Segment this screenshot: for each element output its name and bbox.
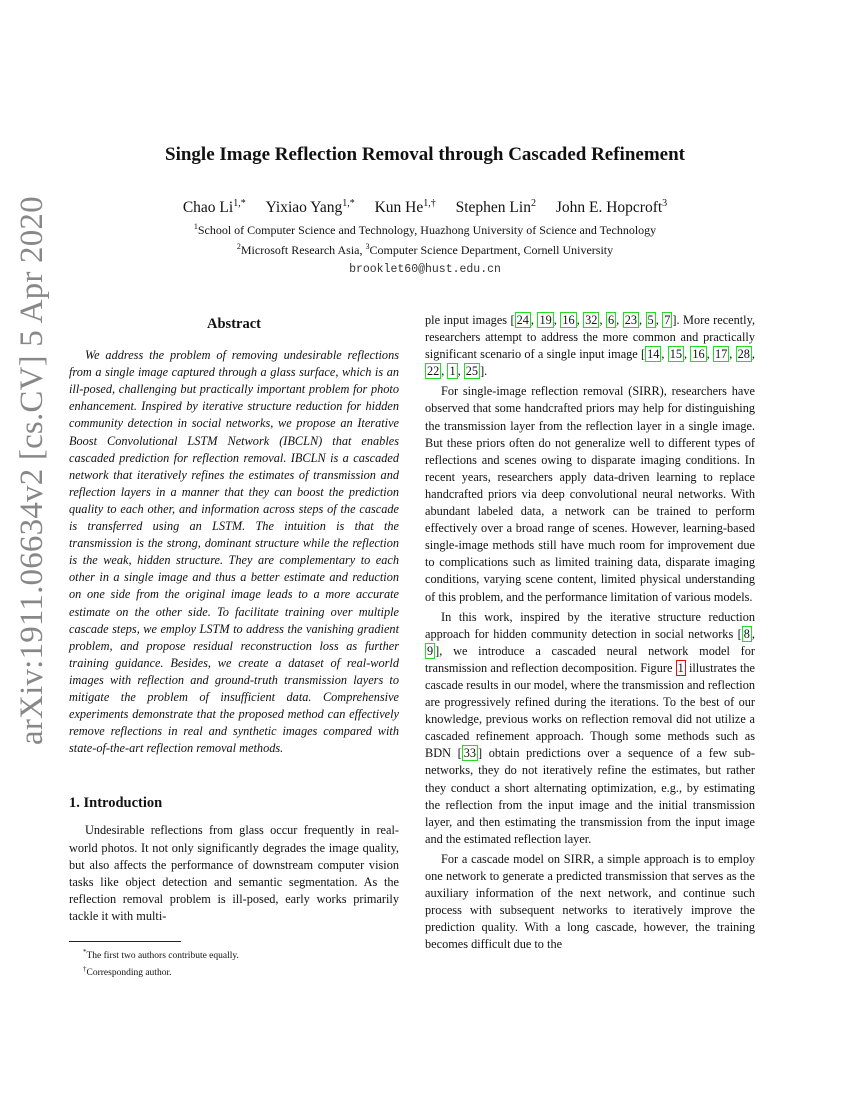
author-list — [0, 198, 850, 217]
citation-link[interactable]: 33 — [463, 746, 477, 761]
footnote-corresponding-author: †Corresponding author. — [83, 965, 172, 979]
citation-link[interactable]: 6 — [608, 313, 615, 327]
footnote-divider — [69, 941, 181, 942]
introduction-heading: 1. Introduction — [69, 795, 163, 812]
left-column — [69, 312, 399, 980]
citation-link[interactable]: 5 — [647, 313, 654, 327]
intro-paragraph-3: In this work, inspired by the iterative structure reduction approach for hidden community detection in social networks [ 8 , 9 ], we introduce a cascaded neural network model for transmission and reflection decomposition. Figure 1 illustrates the cascade results in our model, where the transmission and reflection are progressively refined during the iterations. To the best of our knowledge, previous works on reflection removal did not utilize a cascaded refinement approach. Though some methods such as BDN [ 33 ] obtain predictions over a sequence of a few sub-networks, they do not iteratively refine the estimates, but rather they conduct a short alternating optimization, e.g., by estimating the reflection from the input image and the initial transmission layer, and then estimating the transmission from the input image and the estimated reflection layer. — [425, 609, 755, 846]
citation-link[interactable]: 32 — [585, 313, 598, 327]
citation-link[interactable]: 7 — [664, 313, 671, 327]
citation-link[interactable]: 25 — [465, 364, 479, 379]
author: John E. Hopcroft$^3$ — [555, 198, 668, 217]
author: Yixiao Yang$^{1,*}$ — [265, 198, 355, 217]
affiliation-line-1: $^1$School of Computer Science and Technology, Huazhong University of Science and Technology — [193, 222, 657, 237]
citation-link[interactable]: 19 — [539, 313, 552, 327]
citation-link[interactable]: 15 — [669, 347, 683, 362]
footnote-equal-contribution: *The first two authors contribute equally. — [83, 948, 239, 962]
citation-link[interactable]: 28 — [737, 347, 750, 362]
intro-paragraph-1-continued: ple input images [ 24 , 19 , 16 , 32 , 6 , 23 , 5 , 7 ]. More recently, researchers attempt to address the more common and practically significant scenario of a single input image [ 14 , 15 , 16 , 17 , 28 , 22 , 1 , 25 ]. — [425, 313, 756, 379]
author: Kun $He^{1,\dagger}$ — [374, 198, 436, 217]
intro-paragraph-4: For a cascade model on SIRR, a simple approach is to employ one network to generate a predicted transmission that serves as the auxiliary information of the next network, and continue such process with subsequent networks to iteratively improve the prediction quality. With a long cascade, however, the training becomes difficult due to the — [425, 851, 755, 952]
affiliation-line-2: $^2$Microsoft Research Asia, $^3$Computer Science Department, Cornell University — [236, 242, 614, 257]
citation-link[interactable]: 16 — [562, 313, 575, 327]
author: Stephen Lin$^2$ — [455, 198, 536, 217]
intro-paragraph-1: Undesirable reflections from glass occur frequently in real-world photos. It not only significantly degrades the image quality, but also affects the performance of downstream computer vision tasks like object detection and semantic segmentation. As the reflection removal problem is ill-posed, early works primarily tackle it with multi- — [69, 823, 399, 923]
contact-email[interactable]: brooklet60@hust.edu.cn — [349, 263, 501, 276]
citation-link[interactable]: 8 — [743, 626, 750, 641]
citation-link[interactable]: 9 — [427, 643, 434, 658]
right-column — [425, 312, 755, 953]
citation-link[interactable]: 22 — [427, 364, 440, 379]
abstract-text: We address the problem of removing undesirable reflections from a single image captured through a glass surface, which is an ill-posed, challenging but practically important problem for photo enhancement. Inspired by iterative structure reduction for hidden community detection in social networks, we propose an Iterative Boost Convolutional LSTM Network (IBCLN) that enables cascaded prediction for reflection removal. IBCLN is a cascaded network that iteratively refines the estimates of transmission and reflection layers in a manner that they can boost the prediction quality to each other, and information across steps of the cascade is transferred using an LSTM. The intuition is that the transmission is the strong, dominant structure while the reflection is the weak, hidden structure. They are complementary to each other in a single image and thus a better estimate and reduction on one side from the original image leads to a more accurate estimate on the other side. To facilitate training over multiple cascade steps, we employ LSTM to address the vanishing gradient problem, and propose residual reconstruction loss as further training guidance. Besides, we create a dataset of real-world images with reflection and ground-truth transmission layers to mitigate the problem of insufficient data. Comprehensive experiments demonstrate that the proposed method can effectively remove reflections in real and synthetic images compared with state-of-the-art reflection removal methods. — [69, 348, 399, 756]
figure-reference-link[interactable]: 1 — [677, 660, 684, 675]
arxiv-identifier-stamp: arXiv:1911.06634v2 [cs.CV] 5 Apr 2020 — [14, 196, 50, 745]
citation-link[interactable]: 24 — [516, 313, 529, 327]
citation-link[interactable]: 16 — [692, 347, 705, 362]
citation-link[interactable]: 14 — [647, 347, 660, 362]
citation-link[interactable]: 17 — [715, 347, 728, 362]
paper-title: Single Image Reflection Removal through Cascaded Refinement — [165, 144, 685, 165]
abstract-heading: Abstract — [207, 316, 261, 332]
citation-link[interactable]: 1 — [449, 364, 456, 379]
intro-paragraph-2: For single-image reflection removal (SIRR), researchers have observed that some handcrafted priors may help for distinguishing the transmission layer from the reflection layer in a single image. But these priors often do not generalize well to different types of reflections and scenes owing to disparate imaging conditions. In recent years, researchers apply data-driven learning to replace handcrafted priors via deep convolutional neural networks. With abundant labeled data, a network can be trained to perform effectively over a broad range of scenes. However, learning-based single-image methods still have much room for improvement due to complications such as limited training data, disparate imaging conditions, varying scene content, limited physical understanding of this problem, and the performance limitation of various models. — [425, 384, 755, 604]
citation-link[interactable]: 23 — [624, 313, 637, 327]
author: Chao $Li^{1,*}$ — [182, 198, 246, 217]
